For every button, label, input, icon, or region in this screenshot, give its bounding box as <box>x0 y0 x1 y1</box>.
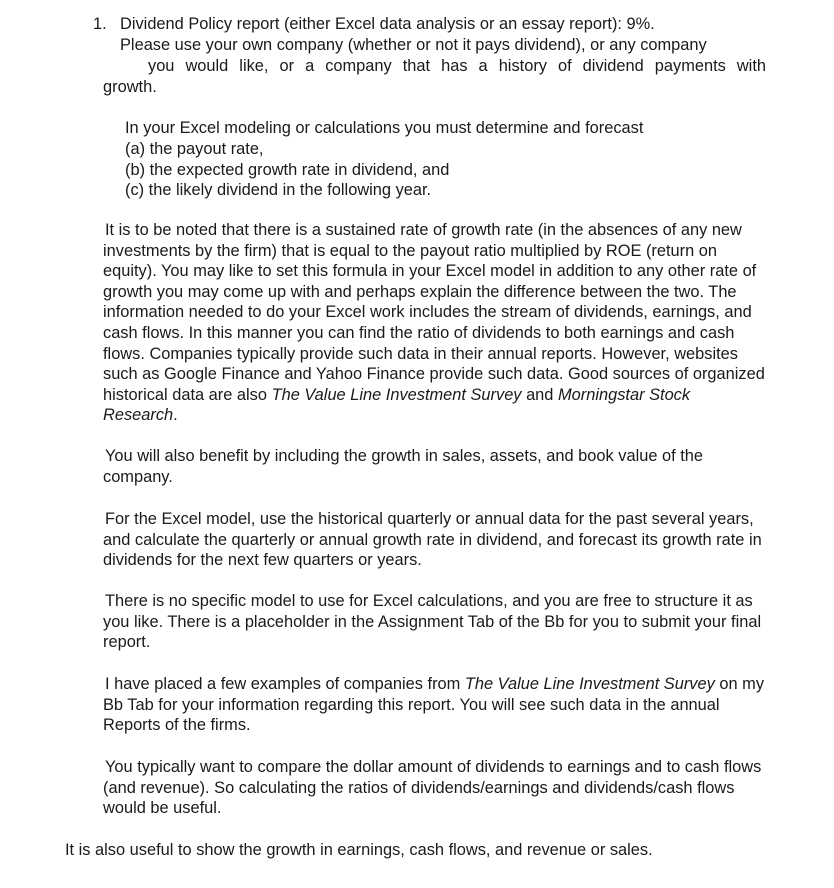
requirements-lead: In your Excel modeling or calculations you must determine and forecast <box>125 119 644 137</box>
examples-source: The Value Line Investment Survey <box>464 675 715 693</box>
source-morningstar: Morningstar Stock Research <box>103 385 691 425</box>
no-specific-model-text: There is no specific model to use for Excel calculations, and you are free to structure it as you like. There is a placeholder in the Assignment Tab of the Bb for you to submit your final report. <box>103 592 762 652</box>
intro-line-2: you would like, or a company that has a history of dividend payments with <box>148 57 766 75</box>
sentence-end: . <box>173 406 178 425</box>
requirement-c: (c) the likely dividend in the following year. <box>125 181 432 199</box>
excel-model-text: For the Excel model, use the historical quarterly or annual data for the past several years, and calculate the quarterly or annual growth rate in dividend, and forecast its growth rate in dividends for the next few quarters or years. <box>103 510 762 570</box>
list-number: 1. <box>93 15 107 33</box>
requirement-a: (a) the payout rate, <box>125 140 264 158</box>
compare-text: You typically want to compare the dollar amount of dividends to earnings and to cash flows (and revenue). So calculating the ratios of dividends/earnings and dividends/cash flows would be useful. <box>103 758 762 818</box>
closing-line: It is also useful to show the growth in earnings, cash flows, and revenue or sales. <box>65 841 653 859</box>
examples-post: on my Bb Tab for your information regarding this report. You will see such data in the annual Reports of the firms. <box>103 675 765 735</box>
intro-line-3: growth. <box>103 78 157 96</box>
sustained-growth-text: It is to be noted that there is a sustained rate of growth rate (in the absences of any new investments by the firm) that is equal to the payout ratio multiplied by ROE (return on equity). You may like to set this formula in your Excel model in addition to any other rate of growth you may come up with and perhaps explain the difference between the two. The information needed to do your Excel work includes the stream of dividends, earnings, and cash flows. In this manner you can find the ratio of dividends to both earnings and cash flows. Companies typically provide such data in their annual reports. However, websites such as Google Finance and Yahoo Finance provide such data. Good sources of organized historical data are also <box>103 221 765 404</box>
growth-benefit-paragraph <box>103 446 768 487</box>
source-value-line: The Value Line Investment Survey <box>271 385 522 404</box>
sustained-growth-paragraph <box>103 220 768 426</box>
excel-model-paragraph <box>103 509 768 571</box>
examples-pre: I have placed a few examples of companies from <box>105 675 465 693</box>
examples-paragraph <box>103 674 768 736</box>
source-and: and <box>521 385 558 404</box>
item-heading: Dividend Policy report (either Excel data analysis or an essay report): 9%. <box>120 15 655 33</box>
requirement-b: (b) the expected growth rate in dividend, and <box>125 161 450 179</box>
compare-paragraph <box>103 757 768 819</box>
intro-line-1: Please use your own company (whether or not it pays dividend), or any company <box>120 36 707 54</box>
no-specific-model-paragraph <box>103 591 768 653</box>
growth-benefit-text: You will also benefit by including the growth in sales, assets, and book value of the company. <box>103 447 704 486</box>
